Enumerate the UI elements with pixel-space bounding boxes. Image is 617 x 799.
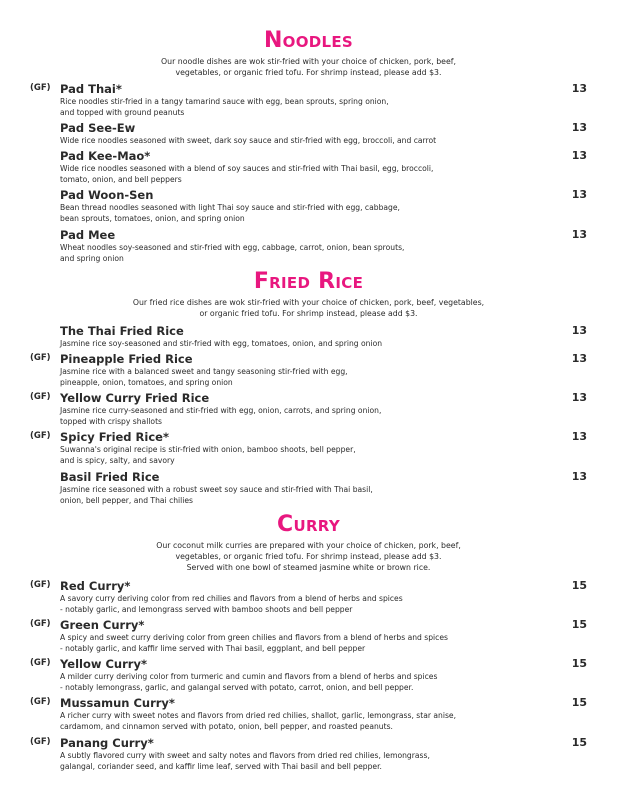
gluten-free-badge: (GF)	[30, 697, 51, 707]
item-price: 13	[571, 82, 587, 95]
item-description: Wheat noodles soy-seasoned and stir-fried with egg, cabbage, carrot, onion, bean sprouts, and spring onion	[60, 243, 405, 263]
item-name: Yellow Curry*	[60, 657, 147, 671]
section-intro-fried-rice: Our fried rice dishes are wok stir-fried with your choice of chicken, pork, beef, vegetables, or organic fried tofu. For shrimp instead, please add $3.	[132, 298, 485, 318]
item-description: Wide rice noodles seasoned with sweet, dark soy sauce and stir-fried with egg, broccoli, and carrot	[60, 136, 437, 145]
item-name: The Thai Fried Rice	[60, 324, 184, 338]
item-price: 13	[571, 121, 587, 134]
item-description: Bean thread noodles seasoned with light Thai soy sauce and stir-fried with egg, cabbage, bean sprouts, tomatoes, onion, and spring onion	[60, 203, 400, 223]
item-name: Spicy Fried Rice*	[60, 430, 169, 444]
gluten-free-badge: (GF)	[30, 737, 51, 747]
item-description: Suwanna's original recipe is stir-fried with onion, bamboo shoots, bell pepper, and is spicy, salty, and savory	[60, 445, 356, 465]
gluten-free-badge: (GF)	[30, 431, 51, 441]
item-name: Mussamun Curry*	[60, 696, 175, 710]
item-description: A richer curry with sweet notes and flavors from dried red chilies, shallot, garlic, lemongrass, star anise, cardamom, and cinnamon served with potato, onion, bell pepper, and roasted peanuts.	[60, 711, 457, 731]
gluten-free-badge: (GF)	[30, 580, 51, 590]
section-title-fried-rice: Fried Rice	[253, 269, 364, 294]
section-intro-curry: Our coconut milk curries are prepared with your choice of chicken, pork, beef, vegetables, or organic fried tofu. For shrimp instead, please add $3. Served with one bowl of steamed jasmine white or brown rice.	[156, 541, 461, 572]
gluten-free-badge: (GF)	[30, 658, 51, 668]
item-name: Pineapple Fried Rice	[60, 352, 193, 366]
gluten-free-badge: (GF)	[30, 392, 51, 402]
section-title-noodles: Noodles	[263, 28, 354, 53]
item-description: Rice noodles stir-fried in a tangy tamarind sauce with egg, bean sprouts, spring onion, and topped with ground peanuts	[60, 97, 389, 117]
section-title-curry: Curry	[277, 512, 340, 537]
item-description: A spicy and sweet curry deriving color from green chilies and flavors from a blend of herbs and spices - notably garlic, and kaffir lime served with Thai basil, eggplant, and bell pepper	[60, 633, 448, 653]
item-description: A milder curry deriving color from turmeric and cumin and flavors from a blend of herbs and spices - notably lemongrass, garlic, and galangal served with potato, carrot, onion, and bell pepper.	[60, 672, 438, 692]
item-price: 13	[571, 470, 587, 483]
item-price: 13	[571, 149, 587, 162]
section-intro-noodles: Our noodle dishes are wok stir-fried with your choice of chicken, pork, beef, vegetables, or organic fried tofu. For shrimp instead, please add $3.	[161, 57, 456, 77]
item-name: Pad See-Ew	[60, 121, 136, 135]
item-description: Jasmine rice curry-seasoned and stir-fried with egg, onion, carrots, and spring onion, topped with crispy shallots	[60, 406, 382, 426]
item-price: 15	[571, 579, 587, 592]
gluten-free-badge: (GF)	[30, 353, 51, 363]
item-description: A subtly flavored curry with sweet and salty notes and flavors from dried red chilies, lemongrass, galangal, coriander seed, and kaffir lime leaf, served with Thai basil and bell pepper.	[60, 751, 430, 771]
item-name: Green Curry*	[60, 618, 145, 632]
item-description: Jasmine rice seasoned with a robust sweet soy sauce and stir-fried with Thai basil, onion, bell pepper, and Thai chilies	[60, 485, 373, 505]
item-name: Pad Mee	[60, 228, 116, 242]
item-name: Red Curry*	[60, 579, 131, 593]
item-description: Jasmine rice with a balanced sweet and tangy seasoning stir-fried with egg, pineapple, onion, tomatoes, and spring onion	[60, 367, 348, 387]
item-description: Jasmine rice soy-seasoned and stir-fried with egg, tomatoes, onion, and spring onion	[60, 339, 383, 348]
item-price: 13	[571, 430, 587, 443]
item-price: 13	[571, 352, 587, 365]
item-price: 13	[571, 391, 587, 404]
item-name: Pad Thai*	[60, 82, 122, 96]
item-price: 15	[571, 618, 587, 631]
item-description: Wide rice noodles seasoned with a blend of soy sauces and stir-fried with Thai basil, egg, broccoli, tomato, onion, and bell peppers	[60, 164, 434, 184]
item-description: A savory curry deriving color from red chilies and flavors from a blend of herbs and spices - notably garlic, and lemongrass served with bamboo shoots and bell pepper	[60, 594, 403, 614]
item-price: 13	[571, 324, 587, 337]
item-name: Pad Woon-Sen	[60, 188, 154, 202]
item-price: 15	[571, 736, 587, 749]
gluten-free-badge: (GF)	[30, 83, 51, 93]
item-price: 15	[571, 657, 587, 670]
item-name: Pad Kee-Mao*	[60, 149, 151, 163]
item-price: 13	[571, 228, 587, 241]
item-name: Basil Fried Rice	[60, 470, 160, 484]
item-name: Yellow Curry Fried Rice	[60, 391, 210, 405]
item-name: Panang Curry*	[60, 736, 154, 750]
gluten-free-badge: (GF)	[30, 619, 51, 629]
item-price: 15	[571, 696, 587, 709]
item-price: 13	[571, 188, 587, 201]
